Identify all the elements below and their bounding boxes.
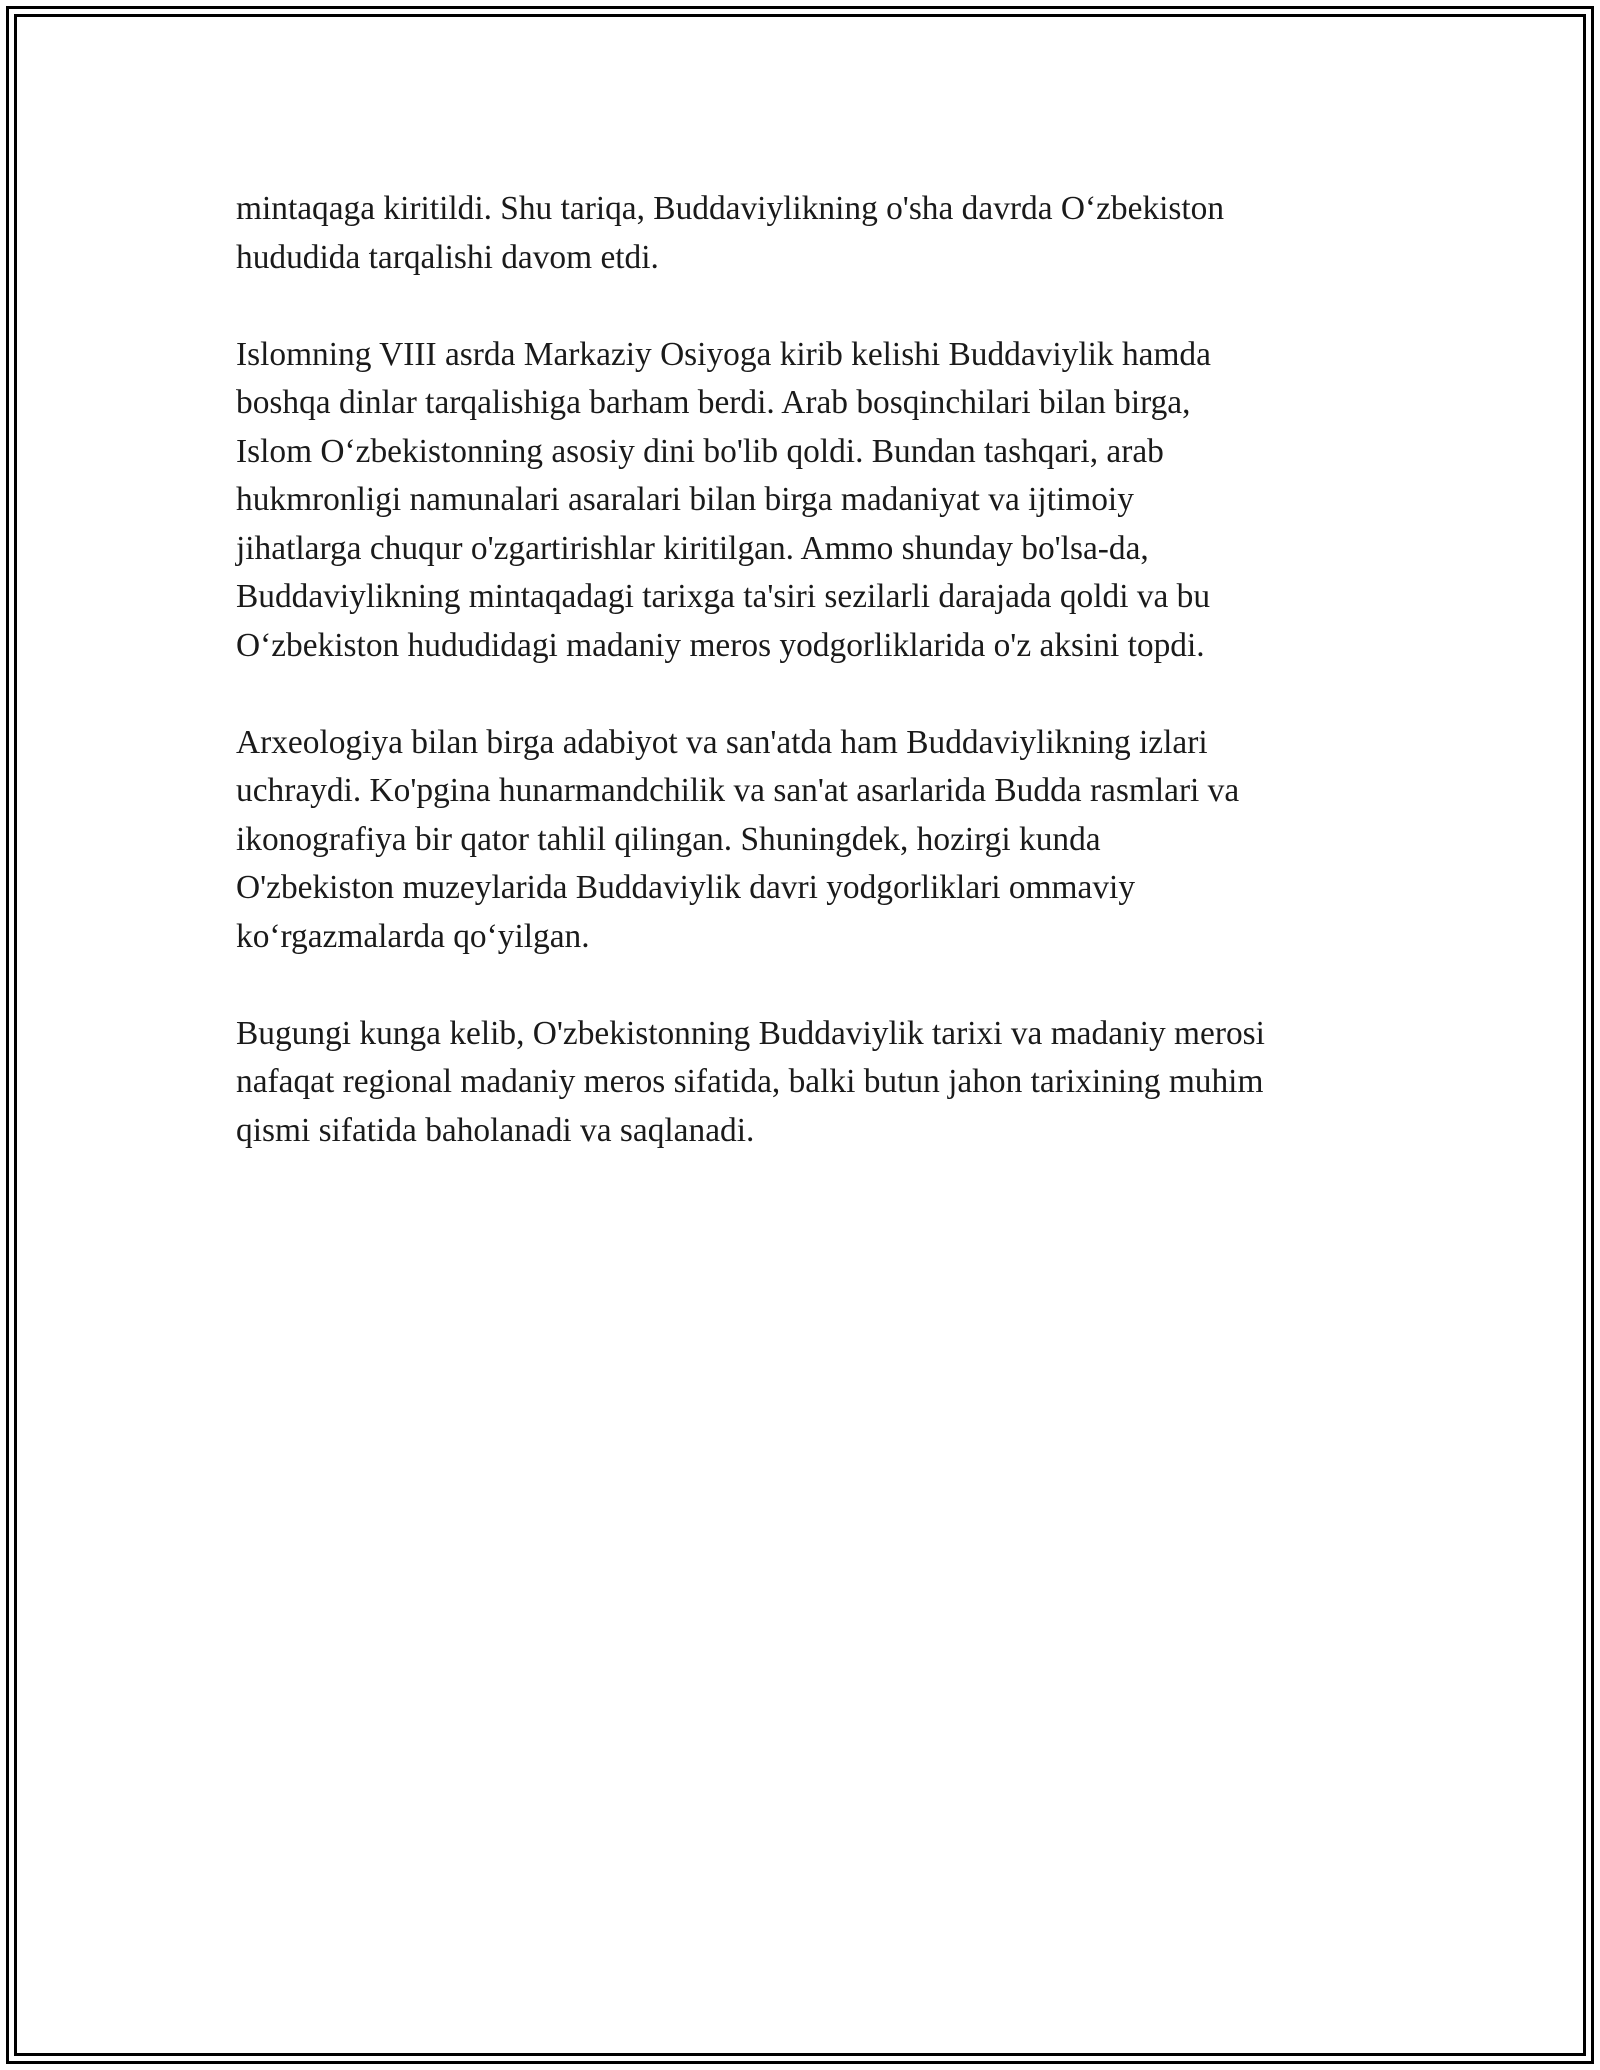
paragraph-heritage-today: Bugungi kunga kelib, O'zbekistonning Buddaviylik tarixi va madaniy merosi nafaqat regional madaniy meros sifatida, balki butun jahon tarixining muhim qismi sifatida baholanadi va saqlanadi.: [236, 1014, 1265, 1149]
paragraph-islam-arrival: Islomning VIII asrda Markaziy Osiyoga kirib kelishi Buddaviylik hamda boshqa dinlar tarqalishiga barham berdi. Arab bosqinchilari bilan birga, Islom O‘zbekistonning asosiy dini bo'lib qoldi. Bundan tashqari, arab hukmronligi namunalari asaralari bilan birga madaniyat va ijtimoiy jihatlarga chuqur o'zgartirishlar kiritilgan. Ammo shunday bo'lsa-da, Buddaviylikning mintaqadagi tarixga ta'siri sezilarli darajada qoldi va bu O‘zbekiston hududidagi madaniy meros yodgorliklarida o'z aksini topdi.: [236, 335, 1211, 664]
paragraph-buddhism-spread: mintaqaga kiritildi. Shu tariqa, Buddaviylikning o'sha davrda O‘zbekiston hududida tarqalishi davom etdi.: [236, 190, 1225, 276]
paragraph-archaeology-art: Arxeologiya bilan birga adabiyot va san'atda ham Buddaviylikning izlari uchraydi. Ko'pgina hunarmandchilik va san'at asarlarida Budda rasmlari va ikonografiya bir qator tahlil qilingan. Shuningdek, hozirgi kunda O'zbekiston muzeylarida Buddaviylik davri yodgorliklari ommaviy ko‘rgazmalarda qo‘yilgan.: [236, 723, 1240, 955]
document-body: [236, 185, 1376, 1204]
